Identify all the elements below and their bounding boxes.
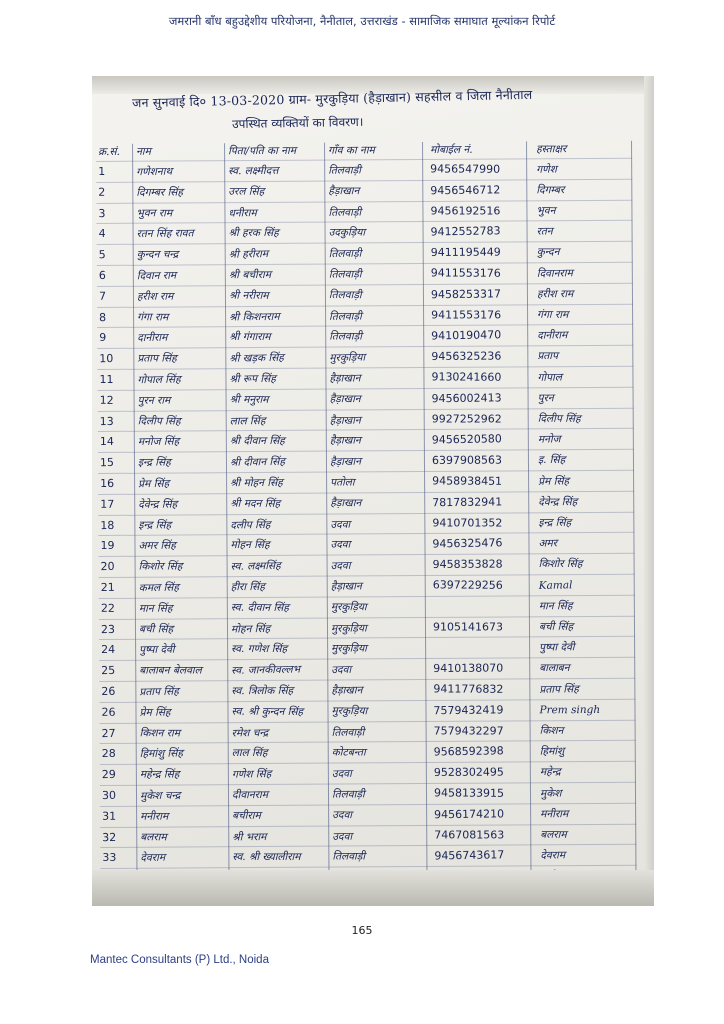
row-signature: दिगम्बर — [536, 183, 565, 197]
row-name: इन्द्र सिंह — [137, 456, 171, 469]
row-mobile: 9458253317 — [430, 287, 502, 302]
row-signature: कुन्दन — [536, 246, 560, 259]
row-signature: देवराम — [540, 849, 566, 862]
row-village: हैड़ाखान — [329, 392, 361, 406]
row-name: किशन राम — [139, 726, 181, 740]
row-sno: 13 — [99, 414, 114, 428]
row-father-name: बचीराम — [232, 809, 261, 822]
row-name: प्रताप सिंह — [139, 685, 179, 699]
row-signature: प्रताप — [537, 350, 558, 363]
row-mobile: 9456174210 — [434, 807, 505, 822]
row-name: हिमांशु सिंह — [139, 747, 183, 761]
row-village: उदवा — [332, 808, 353, 821]
row-father-name: गणेश सिंह — [231, 768, 272, 781]
row-mobile: 9410701352 — [432, 516, 503, 530]
row-sno: 33 — [102, 851, 117, 865]
row-sno: 24 — [101, 643, 116, 657]
row-signature: दिवानराम — [536, 267, 573, 280]
row-village: तिलवाड़ी — [331, 726, 365, 739]
row-village: हैड़ाखान — [330, 580, 362, 593]
row-signature: इन्द्र सिंह — [538, 516, 572, 529]
row-sno: 31 — [102, 809, 117, 823]
row-father-name: मोहन सिंह — [230, 622, 271, 636]
row-sno: 29 — [101, 768, 116, 782]
row-name: प्रेम सिंह — [139, 706, 171, 719]
col-header-mobile: मोबाईल नं. — [430, 143, 473, 156]
row-signature: अमर — [538, 537, 558, 550]
row-village: पतोला — [330, 476, 355, 489]
row-name: भुवन राम — [136, 206, 173, 220]
row-signature: बलराम — [540, 828, 567, 841]
row-name: दिवान राम — [136, 269, 177, 283]
row-mobile: 9458938451 — [432, 474, 503, 488]
row-village: उदवा — [332, 830, 353, 843]
row-village: मुरकुड़िया — [330, 622, 367, 635]
row-father-name: श्री मनुराम — [229, 393, 269, 406]
row-mobile: 9458133915 — [433, 786, 505, 800]
row-sno: 15 — [99, 456, 115, 470]
page-number: 165 — [351, 924, 373, 937]
row-name: मान सिंह — [138, 602, 173, 615]
row-sno: 22 — [100, 601, 115, 615]
row-sno: 25 — [101, 664, 116, 678]
row-sno: 26 — [101, 705, 116, 719]
row-mobile: 9411553176 — [431, 308, 502, 322]
row-father-name: श्री दीवान सिंह — [229, 455, 285, 469]
row-signature: बालाबन — [539, 662, 570, 675]
row-father-name: लाल सिंह — [231, 747, 268, 760]
row-name: प्रेम सिंह — [137, 477, 170, 491]
publisher-name: Mantec Consultants (P) Ltd., Noida — [90, 954, 269, 966]
row-village: तिलवाड़ी — [332, 850, 366, 863]
row-sno: 16 — [100, 476, 115, 490]
row-name: अमर सिंह — [138, 539, 176, 553]
row-sno: 9 — [99, 331, 107, 345]
row-sno: 11 — [99, 372, 114, 386]
row-mobile: 9456325476 — [432, 536, 503, 551]
col-header-sno: क्र.सं. — [98, 145, 120, 158]
row-name: इन्द्र सिंह — [138, 518, 172, 532]
row-mobile: 9456325236 — [431, 349, 502, 364]
row-signature: मनीराम — [540, 807, 569, 821]
row-signature: दानीराम — [537, 329, 568, 342]
row-name: बलराम — [140, 830, 167, 843]
row-signature: किशोर सिंह — [538, 558, 583, 571]
row-village: हैड़ाखान — [329, 414, 361, 427]
row-mobile: 9412552783 — [430, 224, 501, 239]
row-name: दिगम्बर सिंह — [136, 186, 183, 199]
row-village: मुरकुड़िया — [331, 642, 367, 655]
row-village: हैड़ाखान — [331, 684, 363, 697]
row-signature: महेन्द्र — [539, 766, 561, 779]
row-signature: पुरन — [537, 392, 554, 405]
col-header-father: पिता/पति का नाम — [228, 144, 296, 158]
row-father-name: स्व. गणेश सिंह — [231, 643, 288, 656]
row-father-name: श्री किशनराम — [229, 310, 280, 324]
row-father-name: स्व. दीवान सिंह — [230, 601, 289, 614]
col-header-name: नाम — [136, 145, 151, 158]
row-signature: मुकेश — [539, 787, 562, 800]
row-signature: हिमांशु — [539, 745, 565, 758]
row-village: हैड़ाखान — [328, 184, 360, 198]
row-signature: रतन — [536, 225, 553, 238]
row-signature: मान सिंह — [538, 599, 573, 613]
sheet-title-line1: जन सुनवाई दि० 13-03-2020 ग्राम- मुरकुड़िया (हैड़ाखान) सहसील व जिला नैनीताल — [131, 86, 533, 111]
row-father-name: श्री दीवान सिंह — [229, 435, 285, 448]
row-father-name: मोहन सिंह — [230, 539, 270, 552]
col-header-village: गाँव का नाम — [328, 144, 375, 157]
row-name: बालाबन बेलवाल — [139, 664, 202, 677]
row-village: तिलवाड़ी — [331, 788, 365, 801]
row-mobile: 9456192516 — [430, 204, 501, 218]
row-father-name: स्व. लक्ष्मीदत्त — [228, 164, 279, 178]
row-village: हैड़ाखान — [329, 372, 361, 385]
row-village: तिलवाड़ी — [328, 247, 362, 261]
row-mobile — [433, 637, 527, 659]
row-village: तिलवाड़ी — [328, 206, 362, 219]
row-name: कमल सिंह — [138, 581, 180, 595]
row-sno: 30 — [101, 788, 117, 802]
row-sno: 20 — [100, 560, 115, 574]
row-signature: भुवन — [536, 204, 556, 217]
row-signature: गोपाल — [537, 371, 563, 384]
row-village: उदवा — [330, 559, 351, 573]
row-father-name: स्व. जानकीवल्लभ — [231, 663, 301, 677]
row-village: कोटबन्ता — [331, 746, 366, 759]
row-mobile: 9410190470 — [431, 328, 502, 343]
row-name: पुरन राम — [137, 394, 171, 407]
row-father-name: स्व. श्री ख्यालीराम — [232, 851, 301, 864]
row-name: किशोर सिंह — [138, 560, 183, 573]
row-father-name: दीवानराम — [231, 788, 269, 802]
row-village: तिलवाड़ी — [328, 268, 362, 281]
row-name: गंगा राम — [137, 310, 169, 324]
row-father-name: श्री हरक सिंह — [228, 227, 279, 240]
row-father-name: श्री हरीराम — [228, 248, 269, 261]
row-mobile: 9528302495 — [433, 765, 504, 780]
row-signature: बची सिंह — [538, 620, 574, 633]
row-father-name: श्री रूप सिंह — [229, 372, 276, 386]
row-name: मनीराम — [140, 810, 169, 823]
row-sno: 10 — [99, 352, 114, 366]
row-mobile: 6397229256 — [432, 578, 503, 592]
row-village: उदवा — [331, 767, 352, 781]
col-header-sign: हस्ताक्षर — [536, 143, 567, 156]
row-signature: मनोज — [537, 433, 561, 446]
row-name: बची सिंह — [138, 622, 174, 636]
row-father-name: स्व. त्रिलोक सिंह — [231, 684, 294, 698]
table-header-row — [96, 137, 632, 158]
row-village: तिलवाड़ी — [328, 164, 361, 177]
row-village: हैड़ाखान — [329, 434, 361, 447]
row-father-name: रमेश चन्द्र — [231, 726, 269, 740]
row-mobile: 9456547990 — [430, 162, 501, 176]
row-signature: प्रताप सिंह — [539, 683, 579, 696]
row-father-name: उरल सिंह — [228, 185, 265, 198]
row-sno: 26 — [101, 684, 116, 698]
row-village: उदवा — [330, 538, 351, 551]
row-father-name: श्री मोहन सिंह — [230, 476, 283, 490]
row-name: हरीश राम — [136, 290, 174, 303]
row-sno: 3 — [98, 206, 106, 220]
report-header: जमरानी बाँध बहुउद्देशीय परियोजना, नैनीताल, उत्तराखंड - सामाजिक समाघात मूल्यांकन रिपोर्ट — [168, 14, 556, 28]
row-village: तिलवाड़ी — [328, 288, 362, 302]
row-mobile: 9456002413 — [431, 391, 502, 406]
sheet-title-line2: उपस्थित व्यक्तियों का विवरण। — [231, 114, 364, 132]
row-mobile: 9411776832 — [433, 682, 504, 696]
row-mobile: 9458353828 — [432, 557, 503, 572]
scan-shadow-bottom — [92, 870, 654, 906]
row-father-name: दलीप सिंह — [230, 518, 271, 532]
row-father-name: श्री गंगाराम — [229, 331, 271, 344]
row-father-name: श्री भराम — [232, 830, 267, 844]
row-mobile: 9410138070 — [433, 661, 504, 676]
row-mobile: 7817832941 — [432, 495, 503, 510]
row-village: तिलवाड़ी — [329, 330, 362, 343]
row-mobile: 9456546712 — [430, 183, 501, 198]
row-father-name: श्री मदन सिंह — [230, 497, 281, 510]
row-name: दानीराम — [137, 332, 168, 345]
row-village: हैड़ाखान — [329, 455, 362, 469]
row-signature: किशन — [539, 724, 564, 737]
row-village: मुरकुड़िया — [331, 704, 368, 718]
scanned-attendance-sheet — [92, 76, 654, 906]
row-name: देवराम — [140, 852, 166, 865]
row-father-name: हीरा सिंह — [230, 580, 265, 594]
row-sno: 32 — [102, 830, 117, 844]
row-sno: 12 — [99, 393, 114, 407]
row-sno: 7 — [98, 289, 107, 303]
row-village: उदवा — [331, 663, 352, 677]
row-mobile: 7579432419 — [433, 703, 504, 718]
row-name: महेन्द्र सिंह — [139, 768, 180, 781]
row-sno: 5 — [98, 248, 106, 262]
row-name: प्रताप सिंह — [137, 352, 177, 365]
row-sno: 2 — [98, 185, 106, 199]
attendance-table — [96, 137, 637, 884]
row-sno: 1 — [98, 164, 106, 178]
row-father-name: स्व. श्री कुन्दन सिंह — [231, 705, 304, 718]
row-sno: 6 — [98, 268, 106, 282]
row-sno: 8 — [99, 310, 107, 324]
row-sno: 19 — [100, 539, 115, 553]
row-village: हैड़ाखान — [330, 496, 362, 510]
row-sno: 28 — [101, 747, 116, 761]
row-name: रतन सिंह रावत — [136, 227, 194, 241]
row-signature: दिलीप सिंह — [537, 412, 581, 425]
row-village: उदवा — [330, 518, 351, 531]
row-sno: 18 — [100, 518, 115, 532]
row-signature: Prem singh — [539, 703, 601, 717]
row-father-name: लाल सिंह — [229, 414, 266, 428]
row-mobile — [433, 596, 527, 617]
row-father-name: धनीराम — [228, 206, 257, 220]
row-sno: 14 — [99, 435, 114, 449]
row-signature: गंगा राम — [537, 308, 569, 321]
row-name: देवेन्द्र सिंह — [138, 498, 178, 511]
row-mobile: 9456743617 — [434, 848, 505, 863]
row-signature: इ. सिंह — [537, 454, 566, 467]
row-name: गोपाल सिंह — [137, 373, 181, 387]
row-mobile: 9411553176 — [430, 266, 501, 280]
row-father-name: श्री बचीराम — [228, 268, 272, 282]
row-father-name: श्री नरीराम — [228, 289, 269, 302]
row-name: दिलीप सिंह — [137, 414, 181, 428]
row-sno: 23 — [100, 622, 116, 636]
row-father-name: स्व. लक्ष्मसिंह — [230, 560, 281, 573]
row-name: मनोज सिंह — [137, 435, 180, 449]
row-name: मुकेश चन्द्र — [139, 789, 181, 803]
row-signature: गणेश — [536, 163, 557, 176]
scan-shadow-right — [644, 76, 654, 906]
row-signature: हरीश राम — [536, 287, 574, 301]
row-name: पुष्पा देवी — [139, 643, 175, 657]
row-village: तिलवाड़ी — [329, 310, 362, 323]
row-sno: 27 — [101, 726, 116, 740]
row-signature: Kamal — [538, 579, 573, 592]
row-name: गणेशनाथ — [136, 165, 173, 179]
row-sno: 4 — [98, 227, 106, 241]
row-mobile: 7579432297 — [433, 724, 504, 738]
row-signature: प्रेम सिंह — [537, 475, 570, 488]
row-village: मुरकुड़िया — [330, 600, 367, 614]
row-signature: पुष्पा देवी — [539, 641, 575, 654]
row-sno: 21 — [100, 580, 115, 594]
row-sno: 17 — [100, 497, 115, 511]
row-name: कुन्दन चन्द्र — [136, 248, 179, 261]
row-village: मुरकुड़िया — [329, 351, 366, 365]
row-mobile: 9568592398 — [433, 744, 504, 759]
row-signature: देवेन्द्र सिंह — [538, 495, 578, 509]
row-father-name: श्री खड़क सिंह — [229, 351, 284, 365]
row-mobile: 6397908563 — [431, 453, 503, 468]
row-mobile: 9411195449 — [430, 245, 501, 260]
row-mobile: 9927252962 — [431, 412, 502, 426]
row-village: उदकुड़िया — [328, 226, 366, 239]
row-mobile: 7467081563 — [434, 828, 505, 842]
row-mobile: 9105141673 — [432, 620, 503, 634]
row-mobile: 9456520580 — [431, 432, 502, 447]
row-mobile: 9130241660 — [431, 370, 502, 384]
